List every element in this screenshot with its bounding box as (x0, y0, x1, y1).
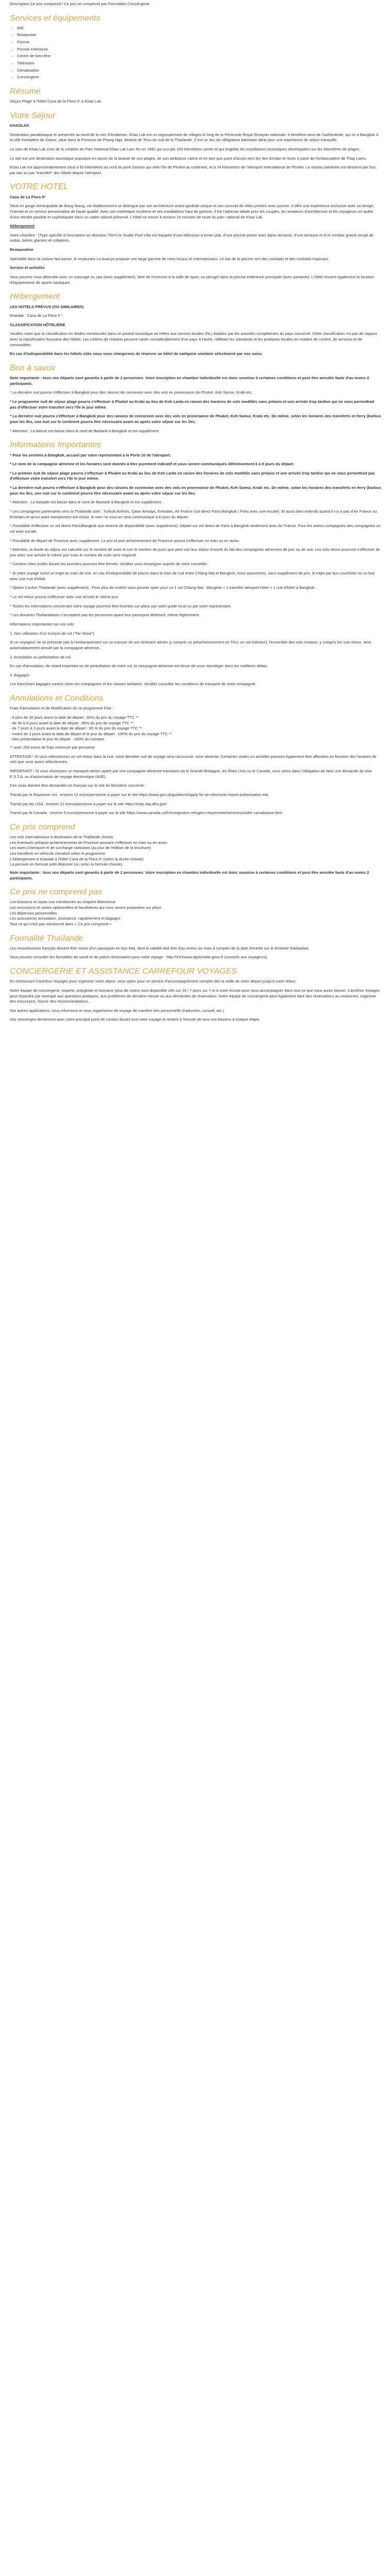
page (0, 0, 391, 1037)
classification-label: CLASSIFICATION HÔTELIÈRE (10, 322, 66, 327)
check-icon: ✓ (11, 61, 14, 66)
hotel-name: Casa de La Flora 5* (10, 194, 46, 199)
formalite-paragraph: Vous pouvez consulter les formalités de santé et de police nécessaires pour votre voyage : http://XXXwww.diplomatie.gouv.fr (conseils aux voyageurs) (10, 955, 267, 960)
infos-paragraph: * Certains sites visités durant les journées pourront être fermés. Veuillez vous renseigner auprès de votre conseiller. (10, 562, 208, 567)
bon-savoir-paragraph: * Le programme nuit de séjour plage pourra s'effectuer à Phuket ou Krabi au lieu de Koh Lanta en raison des horaires de vols modifiés sans préavis et une arrivée trop tardive qui ne vous permettrait pas d'effectuer votre transfert vers l'île le jour même. (10, 399, 374, 410)
infos-paragraph: * La dernière nuit pourra s'effectuer à Bangkok pour des raisons de connexion avec des vols en provenance de Phuket, Koh Samui, Krabi etc. De même, selon les horaires des transferts en ferry (barbus pour les îles, une nuit sur le continent pourra être nécessaire avant ou après votre séjour sur les îles. (10, 485, 381, 496)
service-label: Piscine extérieure (17, 46, 48, 52)
bon-savoir-paragraph: * La dernière nuit pourra s'effectuer à Bangkok pour des raisons de connexion avec des vols en provenance de Phuket, Koh Samui, Krabi etc. De même, selon les horaires des transferts en ferry (barbus pour les îles, une nuit sur le continent pourra être nécessaire avant ou après votre séjour sur les îles. (10, 414, 381, 425)
hotel-serv-text: Vous pourrez vous détendre avec un massage ou spa (avec supplément), faire de l'exercice à la salle de sport, ou plonger dans la piscine extérieure principale (avec parasols). L'hôtel ressent également la location d'équipements de sports nautiques. (10, 275, 374, 285)
infos-paragraph: * Les compagnies partenaires vers la Thaïlande sont : Turkish Airlines, Qatar Airways, Emirates, Air France (vol direct Paris-Bangkok / Paris avec une escale). Et aussi bien entendu quand il n'y a pas d'Air France ou Emirates et qu'un autre transporteur est choisi, le nom ne vous en sera communiqué à 8 jours du départ. (10, 509, 377, 519)
comprend-item: Les vols internationaux à destination de la Thaïlande choisis (10, 835, 113, 840)
annulations-line: - de 7 jours à 3 jours avant la date de départ : 95 % du prix du voyage TTC ** (10, 726, 142, 731)
resume-text: Séjour Plage à l'hôtel Casa de la Flora 5* à Khao Lak (10, 99, 101, 104)
hotel-heb-text: Votre chambre : (Type spécifié à l'inscription en direction 70m²) le Studio Pool Villa est équipée d'une télévision à écran plat, d'une piscine privée avec bains terrasse, d'une terrasse et d'un minibar gratuit rempli de sodas, bières glacées et collations. (10, 232, 373, 243)
annulations-line: - moins de 3 jours avant la date de départ et le jour du départ : 100% du prix du voyage TTC ** (10, 731, 172, 736)
ne-comprend-item: Les excursions et visites optionnelles et facultatives qui vous seront proposées sur place (10, 905, 161, 910)
infos-paragraph: * Le premier nuit de séjour plage pourra s'effectuer à Phuket ou Krabi au lieu de Koh Lanta en raison des horaires de vols modifiés sans préavis et une arrivée trop tardive qui ne vous permettrait pas d'effectuer votre transfert vers l'île le jour même. (10, 470, 375, 481)
comprend-item: Les taxes d'aéroport et de surcharge carburant (au jour de l'édition de la brochure) (10, 845, 151, 851)
infos-paragraph: * Si votre voyage inclut un trajet en train de nuit, en cas d'indisponibilité de places dans le train de nuit entre Chiang Mai et Bangkok, nous assurerons, sans supplément de prix, le trajet par bus couchette ou un bus avec une nuit d'hôtel. (10, 571, 375, 581)
bon-savoir-paragraph: Note importante : tous nos départs sont garantis à partir de 2 personnes. Votre inscription en chambre individuelle est donc soumise à certaines conditions et peut être annulée faute d'au moins 2 participants. (10, 376, 369, 386)
description-line: Description Ce prix comprend / Ce prix ne comprend pas Formalités Conciergerie (10, 2, 150, 6)
infos-paragraph: * Attention : La baisade est basse dans le nord de Bastank à Bangkok et est supplément. (10, 500, 162, 505)
infos-paragraph: * Option Confort Thaïlande (avec supplément) : Pour plus de confort vous pouvez opter pour un 1 vol Chiang Mai - Bangkok + 1 transfert aéroport-hôtel + 1 nuit d'hôtel à Bangkok. (10, 585, 316, 590)
sejour-title: Votre Séjour (10, 111, 56, 120)
ne-comprend-item: Les boissons et repas non mentionnés au chapitre Bienvenue (10, 900, 116, 905)
infos-title: Informations Importantes (10, 440, 101, 450)
service-item (10, 75, 381, 80)
conciergerie-paragraph: En choisissant Carrefour Voyages pour organiser votre séjour, vous optez pour un service d'accompagnement complet dès la veille de votre départ jusqu'à votre retour. (10, 979, 297, 984)
ne-comprend-title: Ce prix ne comprend pas (10, 888, 102, 897)
hotel-serv-label: Service et activités (10, 265, 45, 270)
conciergerie-paragraph: Notre équipe de conciergerie, experte, polyglotte et humaine (plus de notes) sont disponible 24h sur 24 / 7 jours sur 7 et à votre écoute pour vous accompagner dans tout ce que vous aurez besoin. Carrefour Voyages peut répondre par exemple aux questions pratiques, aux problèmes de dernière minute ou aux demandes de réservation. Notre équipe de conciergerie peut également faire des réservations au restaurant, organiser des excursions, fournir des recommandations... (10, 988, 380, 1004)
check-icon: ✓ (11, 54, 14, 59)
conciergerie-paragraph: Vos autres applications, vous informons et vous organiserez de voyage de manière très personnelle (traduction, conseil, etc.) (10, 1008, 224, 1013)
infos-paragraph: * Pour les arrivées à Bangkok, accueil par votre représentant à la Porte 10 de l'aéroport. (10, 452, 171, 457)
vols-paragraph: En cas d'annulation, de retard important ou de perturbation de votre vol, la compagnie aérienne est tenue de vous reprotéger dans les meilleurs délais. (10, 664, 268, 669)
hotel-rest-label: Restauration (10, 247, 34, 252)
services-title: Services et équipements (10, 13, 101, 23)
ne-comprend-item: Tout ce qui n'est pas mentionné dans « Ce prix comprend » (10, 921, 112, 926)
comprend-item: Les éventuels pré/post acheminements de Province pouvant s'effectuer en train ou en avion (10, 840, 168, 845)
check-icon: ✓ (11, 68, 14, 73)
conciergerie-title: CONCIERGERIE ET ASSISTANCE CARREFOUR VOYAGES (10, 967, 237, 976)
bon-savoir-paragraph: * La dernière nuit pourra s'effectuer à Bangkok pour des raisons de connexion avec des vols en provenance de Phuket, Koh Samui, Krabi etc. (10, 390, 253, 395)
classification-text: Veuillez noter que la classification en étoiles mentionnée dans ce produit touristique se réfère aux normes locales (NL) établies par les autorités compétentes du pays concerné. Cette classification n'a pas de rapport avec la classification française des hôtels. Les critères de notation peuvent varier considérablement d'un pays à l'autre, reflétant les standards et les pratiques locales en matière de confort, de services et de commodités. (10, 331, 377, 347)
comprend-item: Les transferts en véhicule climatisé selon le programme (10, 851, 106, 856)
annulations-line: - A plus de 30 jours avant la date de départ : 60% du prix du voyage TTC ** (10, 715, 139, 720)
comprend-item: La pension en formule petit-déjeuner (ou selon la formule choisie) (10, 862, 123, 867)
service-label: Conciergerie (17, 75, 39, 80)
hebergement-note: En cas d'indisponibilité dans les hôtels cités nous nous chargerons de réserver un hôtel de catégorie similaire sélectionné par nos soins. (10, 351, 263, 357)
infos-paragraph: * Possibilité d'effectuer un vol direct Paris/Bangkok aux réserve de disponibilité (avec supplément). Départ sur vol direct de Paris à Bangkok seulement avec Air France. Pour les autres compagnies des compagnies un vol avec escale. (10, 523, 381, 534)
infos-paragraph: * Possibilité de départ de Province avec supplément. Le prix et port acheminement de Province pourra s'effectuer en train ou en avion. (10, 538, 240, 543)
check-icon: ✓ (11, 47, 14, 52)
check-icon: ✓ (11, 75, 14, 80)
check-icon: ✓ (11, 33, 14, 38)
resume-title: Résumé (10, 87, 41, 96)
annulations-important: IMPORTANT ! Si vous choisissez un transport aérien opéré par une compagnie aérienne transitant via le Grande-Bretagne, les États-Unis ou le Canada, vous serez dans l'obligation de faire une demande de visa E.S.T.A. ou d'autorisation de voyage électronique (AVE). (10, 769, 372, 779)
annulations-title: Annulations et Conditions (10, 694, 104, 703)
vols-paragraph: Les franchises bagages varient selon les compagnies et les classes tarifaires. Veuillez consulter les conditions de transport de votre compagnie. (10, 682, 257, 687)
ne-comprend-item: Les assurances annulation, assistance, rapatriement et bagages (10, 916, 121, 921)
ne-comprend-item: Les dépenses personnelles (10, 910, 57, 916)
sejour-paragraph: Le nom de Khao Lak s'est de la création du Parc National Khao Lak-Lam Ru en 1991 qui occupe 150 kilomètres carrés et qui englobe les installations touristiques développées sur les kilomètres de plages. (10, 146, 361, 151)
service-item (10, 26, 381, 31)
infos-paragraph: * Attention, la durée du séjour est calculée sur le nombre de nuits et non le nombre de jours que peut voir leur séjour écourté du fait des compagnies aériennes de jour ou de nuit. Les vols retour pourront s'effectuer de jour avec une arrivée le même jour mais le nombre de nuits sera respecté. (10, 547, 380, 557)
service-item (10, 61, 381, 66)
service-item (10, 68, 381, 74)
annulations-attention: ATTENTION ! Si vous sélectionnez un vol retour dans la nuit, votre dernière nuit de voyage sera raccourcie, voire absente. Certaines visites ou activités pourront également être affectées en fonction des horaires de vols que vous aurez sélectionnés. (10, 754, 377, 765)
service-item (10, 54, 381, 59)
conciergerie-paragraph: Vos concierges demeurent avec votre principal point de contact durant tout votre voyage et restent à l'écoute de tous vos besoins à chaque étape. (10, 1017, 260, 1022)
infos-paragraph: * Les douanes Thaïlandaises n'acceptent pas les personnes ayant leur passeport détérioré, même légèrement. (10, 613, 200, 618)
vols-label: Informations importantes sur vos vols (10, 621, 74, 626)
annulations-line: ** avec 250 euros de frais minimum par personne (10, 745, 95, 750)
infos-paragraph: * Le vol retour pourra s'effectuer avec une arrivée le même jour. (10, 595, 119, 600)
hotel-rest-text: Spécialité dans la cuisine fais basse, le restaurant La Avanya propose une large gamme de mets locaux et internationaux. Le bar de la piscine sert des cocktails et des cocktails tropicaux. (10, 256, 330, 261)
annulations-line: Transit par le Royaume-Uni : environ 12 euros/personne à payer sur le site https://www.gov.uk/guidance/apply-for-an-electronic-travel-authorisation-eta (10, 792, 268, 797)
infos-paragraph: * Toutes les informations concernant votre voyage pourront être fournies sur place par votre guide local ou par votre représentant. (10, 603, 232, 608)
service-item (10, 32, 381, 38)
service-item (10, 40, 381, 45)
hebergement-title: Hébergement (10, 292, 60, 301)
formalite-title: Formalité Thaïlande (10, 934, 84, 943)
annulations-ces: Ces visas doivent être demandés en français sur le site du Ministère concerné : (10, 783, 146, 788)
service-label: Wifi (17, 25, 24, 30)
hotel-paragraph: Situé en gorge remarquable de Bang Niang, cet établissement se distingue par son architecture avant-gardiste unique et son concept de villas privées avec piscine. Il offre une expérience exclusive avec sa design, l'intimité et un service personnalisé de haute qualité. Avec son esthétique moderne et ses installations haut de gamme, il est l'adresse idéale pour les couples, les amateurs d'architecture et les voyageurs en quête d'une retraite paisible et sophistiquée dans un cadre naturel préservé. L'hôtel se trouve à environ 15 minutes de route du parc national de Khao Lak. (10, 204, 374, 219)
comprend-title: Ce prix comprend (10, 822, 75, 832)
hotel-heb-label: Hébergement (10, 224, 35, 229)
sejour-place: KHAOLAK (10, 123, 29, 128)
vols-paragraph: 2. Annulation ou perturbation de vol (10, 654, 71, 659)
annulations-line: Transit par les USA : environ 21 euros/personne à payer sur le site https://esta.cbp.dhs.gov/ (10, 801, 167, 806)
sejour-paragraph: Khao Lak est approximativement situé à 60 kilomètres au nord du pont Sarasin qui relie l'île de Phuket au continent, et à 74 kilomètres de l'Aéroport International de Phuket. Le réseau balnéaire est desservi par bus, par taxi ou par "transfert" des hôtels depuis l'aéroport. (10, 165, 377, 175)
service-label: Restaurant (17, 32, 36, 38)
bon-savoir-title: Bon à savoir (10, 364, 56, 372)
bon-savoir-paragraph: * Attention : La baisse est basse dans le nord de Bastank à Bangkok et est supplément (10, 428, 159, 433)
comprend-note: Note importante : tous nos départs sont garantis à partir de 2 personnes. Votre inscription en chambre individuelle est donc soumise à certaines conditions et peut être annulée faute d'au moins 2 participants. (10, 870, 369, 880)
annulations-line: - Non présentation le jour du départ : 100% du montant (10, 737, 105, 742)
hebergement-line: Khaolak : Casa de La Flora 5 * (10, 313, 63, 318)
check-icon: ✓ (11, 26, 14, 31)
check-icon: ✓ (11, 40, 14, 45)
hotel-title: VOTRE HOTEL (10, 182, 68, 192)
formalite-paragraph: Les ressortissants français doivent être munis d'un passeport en bon état, dont la validité doit être d'au moins six mois à compter de la date d'entrée sur le territoire thaïlandais. (10, 945, 310, 951)
vols-paragraph: 1. Non utilisation d'un tronçon de vol ("No Show") (10, 631, 94, 636)
annulations-line: Transit par le Canada : environ 5 euros/personne à payer sur le site https://www.canada.ca/fr/immigration-refugies-citoyennete/services/visiter-canada/ave.html (10, 810, 282, 816)
vols-paragraph: 3. Bagages (10, 672, 29, 677)
annulations-intro: Frais d'annulation et de Modification de ce programme Fixe : (10, 706, 114, 711)
service-item (10, 47, 381, 53)
sejour-paragraph: Le site est une destination touristique populaire en raison de la beauté de ses plages, de son ambiance calme et en tant que point d'accès vers les îles Similan et Surin à partir de l'embarcadère de Thap Lamu. (10, 156, 367, 161)
service-label: Piscine (17, 40, 30, 45)
hebergement-sub: LES HOTELS PRÉVUS (OU SIMILAIRES) (10, 304, 84, 309)
service-label: Climatisation (17, 67, 39, 73)
vols-paragraph: Si un voyageur ne se présente pas à l'embarquement sur un tronçon de son itinéraire aérien (y compris un préacheminement en TGV, un vol intérieur), l'ensemble des vols restants, y compris les vols retour, sera automatiquement annulé par la compagnie aérienne. (10, 640, 371, 650)
annulations-line: - de 30 à 8 jours avant la date de départ : 80% du prix du voyage TTC ** (10, 720, 134, 725)
sejour-paragraph: Destination paradisiaque et préservée au bord de la mer d'Andaman, Khao Lak est un regroupement de villages le long de la Péninsule Royal-Sirsayan nationale. Il bénéficie ainsi de l'authenticité, qui ce à Bangkok à la ville frontalière de Satoul, situé dans la Province de Phang Nga, destiné de Tenu du sud de la Thaïlande. C'est un lieu de villégiature balnéaire idéal pour une expérience de séjour tranquille. (10, 132, 379, 143)
infos-paragraph: * Le nom de la compagnie aérienne et les horaires sont donnés à titre purement indicatif et vous seront communiqués définitivement 6 à 8 jours du départ. (10, 462, 295, 467)
service-label: Télévision (17, 61, 35, 66)
comprend-item: L'hébergement à Khaolak à l'hôtel Casa de la Flora 5* (selon la durée choisie) (10, 856, 143, 861)
services-list (10, 26, 381, 80)
service-label: Centre de bien-être (17, 54, 51, 59)
